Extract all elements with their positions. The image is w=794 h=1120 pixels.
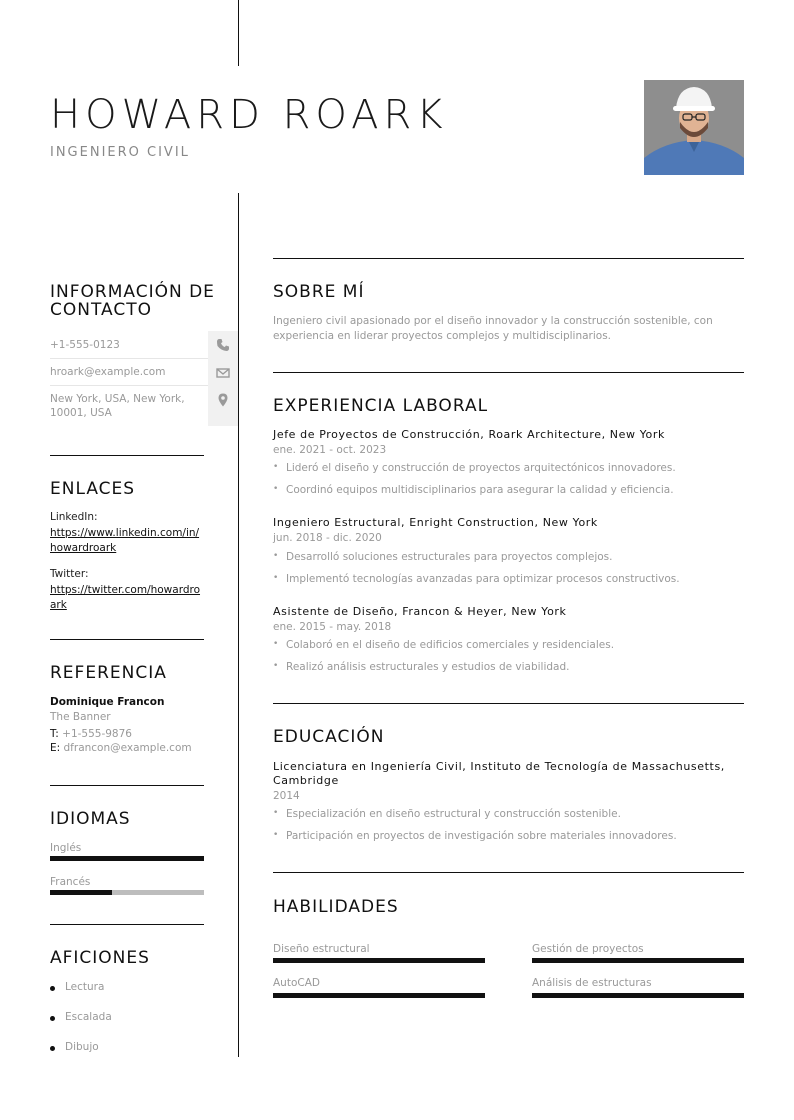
bullet-dot-icon [50,986,55,991]
reference-phone [50,728,132,740]
hobby-item [50,981,104,993]
reference-email-label: E: [50,742,61,754]
reference-email-value[interactable]: dfrancon@example.com [63,742,192,754]
job-bullet: • Realizó análisis estructurales y estudios de viabilidad. [273,661,744,673]
hobby-item [50,1041,99,1053]
reference-company: The Banner [50,711,111,723]
about-text: Ingeniero civil apasionado por el diseño innovador y la construcción sostenible, con experiencia en liderar proyectos complejos y multidisciplinarios. [273,315,713,342]
vertical-divider [238,193,239,1057]
location-pin-icon [216,393,230,407]
hobby-item [50,1011,112,1023]
reference-phone-label: T: [50,728,59,740]
language-level-fill [50,890,112,895]
section-divider [273,372,744,373]
job-dates: jun. 2018 - dic. 2020 [273,532,382,544]
links-heading: ENLACES [50,479,136,499]
job-title: Ingeniero Estructural, Enright Construction, New York [273,516,598,529]
section-divider [50,639,204,640]
skill-level-fill [273,993,485,998]
job-bullet: • Colaboró en el diseño de edificios comerciales y residenciales. [273,639,744,651]
contact-icon-panel [208,331,238,426]
section-divider [273,258,744,259]
language-level-fill [50,856,204,861]
profile-photo-illustration [644,80,744,175]
skill-level-bar [273,993,485,998]
contact-phone[interactable]: +1-555-0123 [50,339,120,351]
linkedin-label: LinkedIn: [50,511,98,523]
skill-name: Diseño estructural [273,943,370,955]
skill-level-bar [532,958,744,963]
hobbies-heading: AFICIONES [50,948,150,968]
linkedin-link[interactable]: https://www.linkedin.com/in/howardroark [50,527,200,554]
bullet-dot-icon [50,1046,55,1051]
vertical-divider-top [238,0,239,66]
education-heading: EDUCACIÓN [273,727,385,747]
degree-title: Licenciatura en Ingeniería Civil, Instituto de Tecnología de Massachusetts, Cambridge [273,760,725,787]
job-bullet: • Implementó tecnologías avanzadas para optimizar procesos constructivos. [273,573,744,585]
job-dates: ene. 2015 - may. 2018 [273,621,392,633]
section-divider [273,872,744,873]
language-name: Inglés [50,842,82,854]
skill-name: Análisis de estructuras [532,977,652,989]
twitter-label: Twitter: [50,568,89,580]
contact-email[interactable]: hroark@example.com [50,366,166,378]
job-dates: ene. 2021 - oct. 2023 [273,444,387,456]
profile-photo [644,80,744,175]
skill-name: Gestión de proyectos [532,943,644,955]
job-bullet: • Coordinó equipos multidisciplinarios para asegurar la calidad y eficiencia. [273,484,744,496]
section-divider [50,455,204,456]
section-divider [50,924,204,925]
about-heading: SOBRE MÍ [273,282,365,302]
phone-icon [216,338,230,352]
language-name: Francés [50,876,91,888]
section-divider [273,703,744,704]
skills-heading: HABILIDADES [273,897,399,917]
hobby-label: Dibujo [65,1041,99,1053]
skill-level-fill [532,993,744,998]
contact-heading: INFORMACIÓN DE CONTACTO [50,282,215,320]
reference-heading: REFERENCIA [50,663,167,683]
reference-name: Dominique Francon [50,696,165,708]
reference-email [50,742,192,754]
bullet-dot-icon [50,1016,55,1021]
education-bullet: • Especialización en diseño estructural y construcción sostenible. [273,808,744,820]
skill-level-fill [532,958,744,963]
candidate-name: HOWARD ROARK [50,92,448,138]
envelope-icon [216,366,230,380]
experience-heading: EXPERIENCIA LABORAL [273,396,489,416]
job-bullet: • Desarrolló soluciones estructurales para proyectos complejos. [273,551,744,563]
contact-address: New York, USA, New York, 10001, USA [50,393,185,419]
language-level-bar [50,890,204,895]
skill-level-bar [532,993,744,998]
candidate-title: INGENIERO CIVIL [50,145,190,160]
language-level-bar [50,856,204,861]
skill-name: AutoCAD [273,977,320,989]
job-bullet: • Lideró el diseño y construcción de proyectos arquitectónicos innovadores. [273,462,744,474]
section-divider [50,785,204,786]
contact-divider [50,385,208,386]
skill-level-bar [273,958,485,963]
languages-heading: IDIOMAS [50,809,131,829]
skill-level-fill [273,958,485,963]
job-title: Jefe de Proyectos de Construcción, Roark Architecture, New York [273,428,665,441]
degree-year: 2014 [273,790,300,802]
education-bullet: • Participación en proyectos de investigación sobre materiales innovadores. [273,830,744,842]
reference-phone-value[interactable]: +1-555-9876 [62,728,132,740]
job-title: Asistente de Diseño, Francon & Heyer, New York [273,605,567,618]
hobby-label: Lectura [65,981,105,993]
contact-divider [50,358,208,359]
hobby-label: Escalada [65,1011,112,1023]
twitter-link[interactable]: https://twitter.com/howardroark [50,584,201,611]
